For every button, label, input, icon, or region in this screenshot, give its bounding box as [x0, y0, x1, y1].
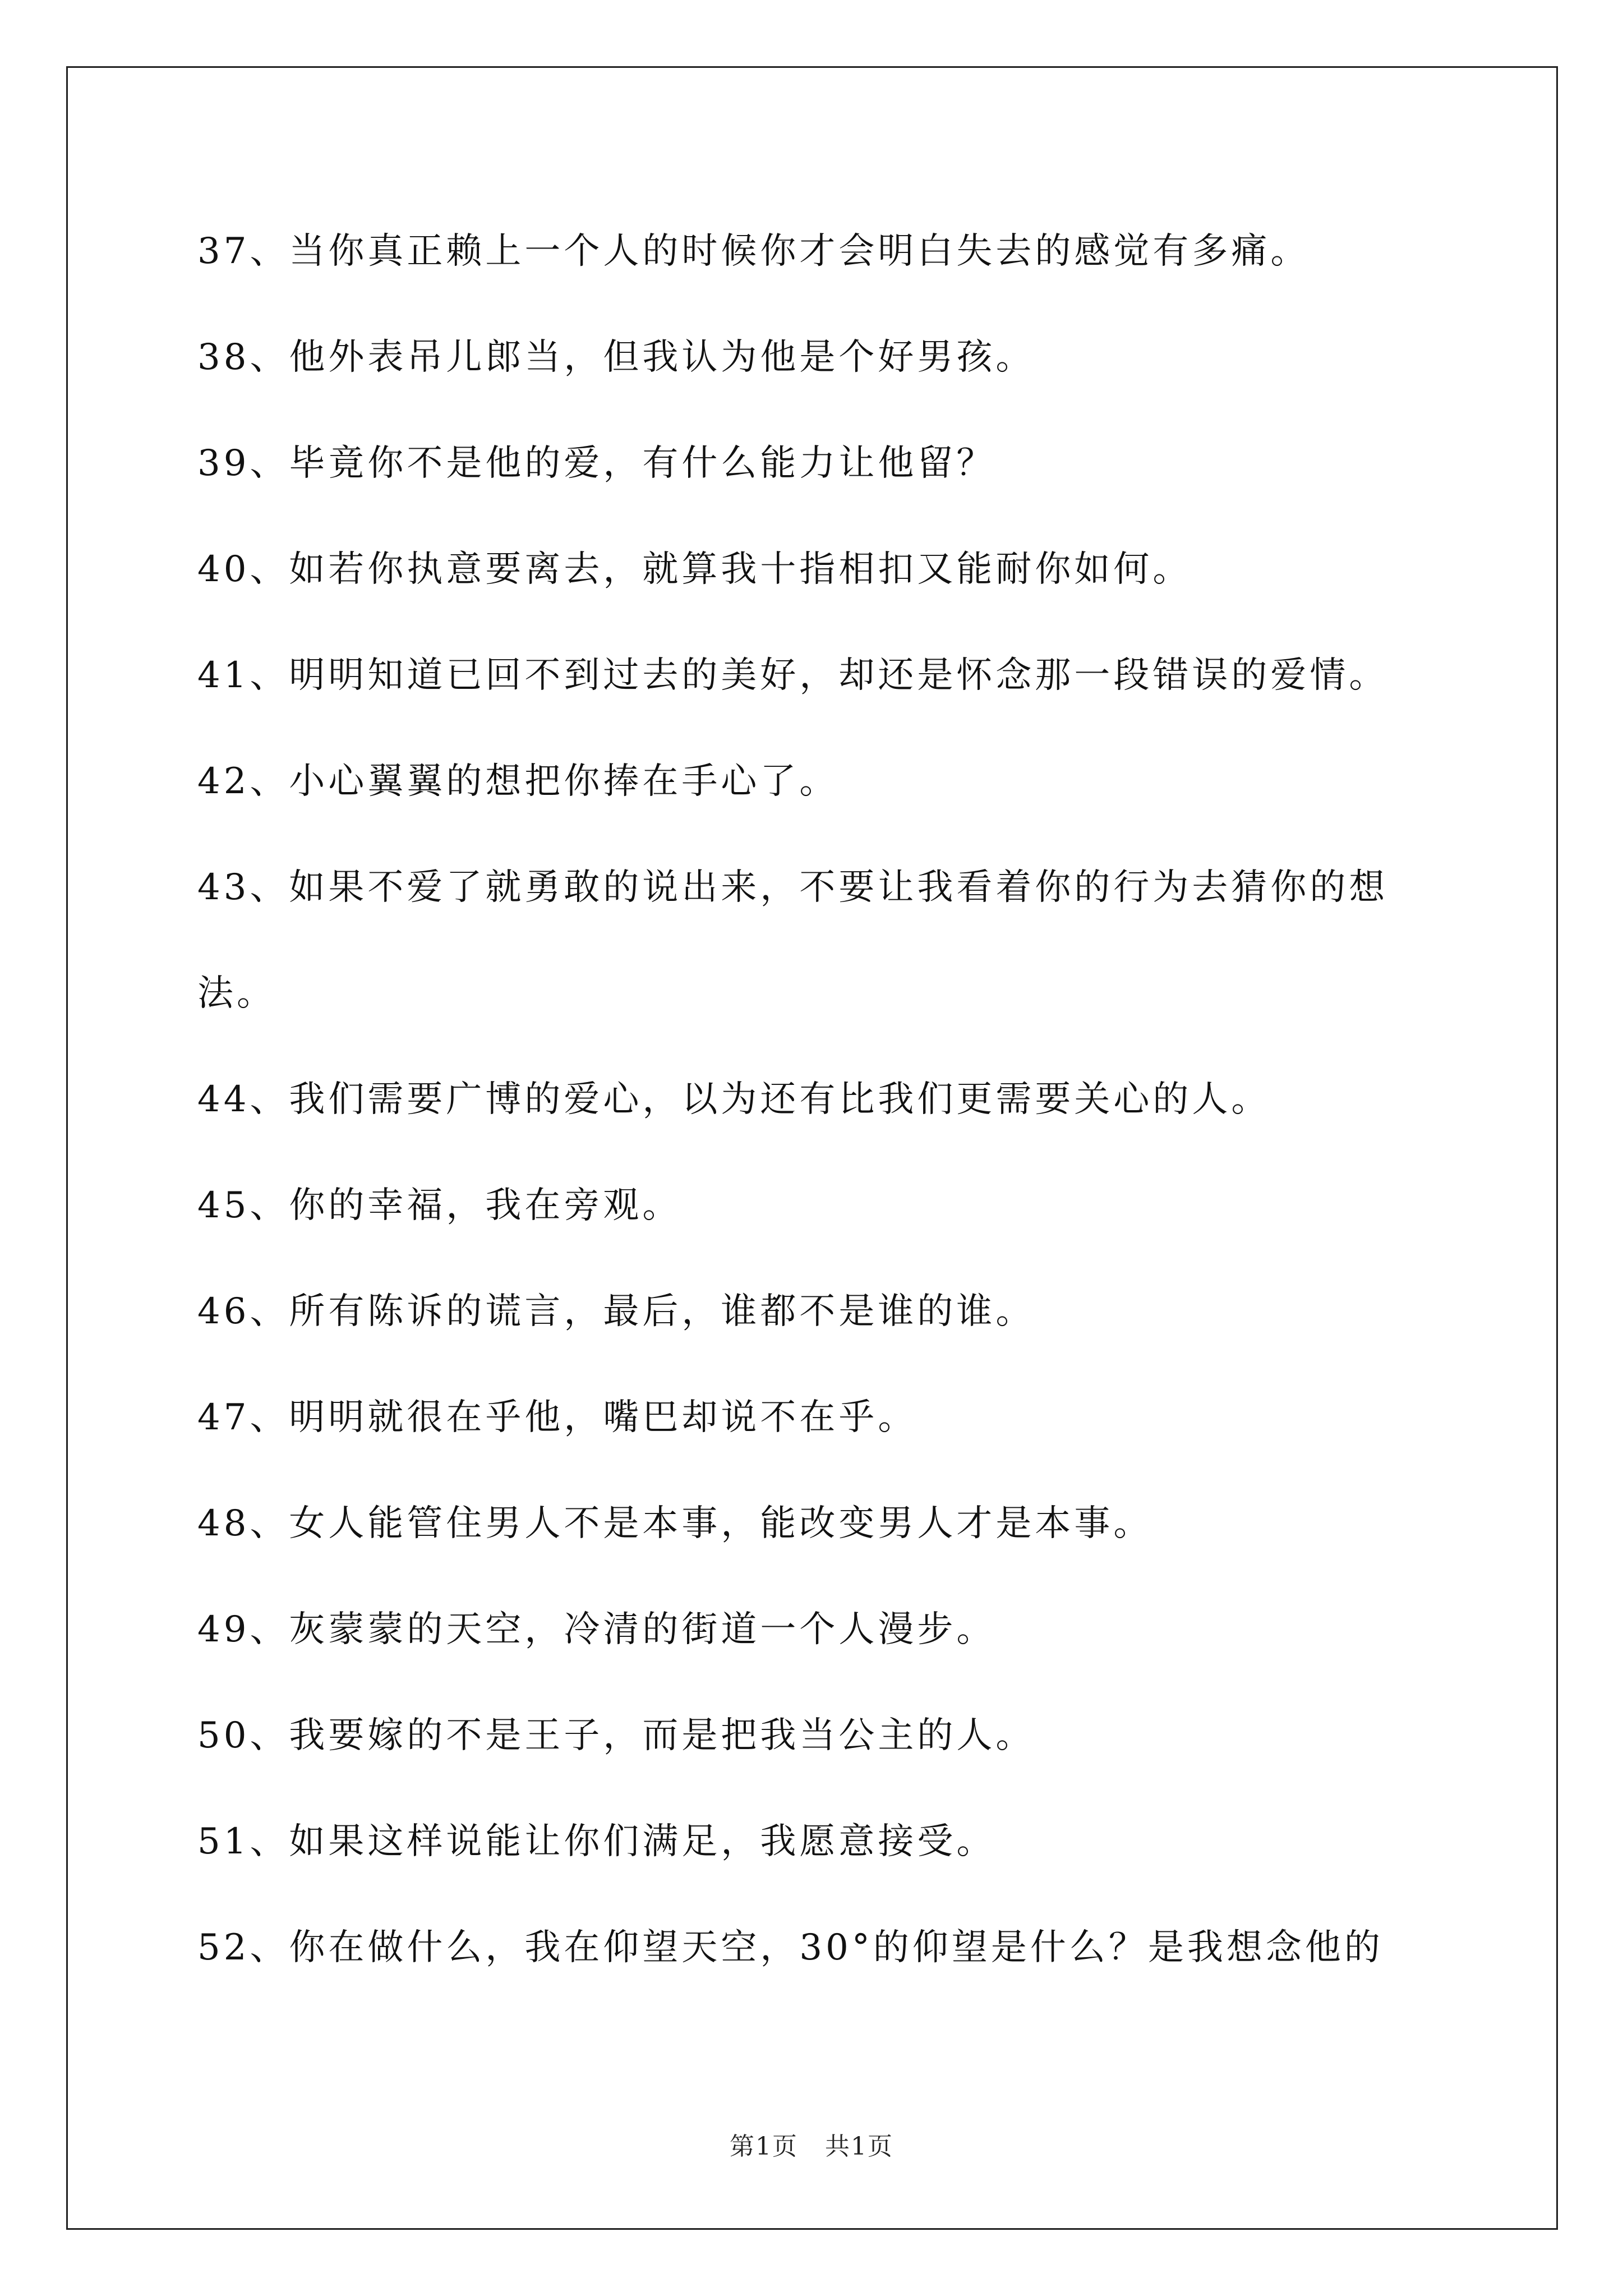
text-line: 46、所有陈诉的谎言，最后，谁都不是谁的谁。 — [197, 1291, 1035, 1332]
text-line: 45、你的幸福，我在旁观。 — [197, 1185, 682, 1226]
text-line: 38、他外表吊儿郎当，但我认为他是个好男孩。 — [197, 337, 1035, 378]
text-line: 48、女人能管住男人不是本事，能改变男人才是本事。 — [197, 1503, 1153, 1544]
text-line: 44、我们需要广博的爱心，以为还有比我们更需要关心的人。 — [197, 1079, 1271, 1120]
text-line: 40、如若你执意要离去，就算我十指相扣又能耐你如何。 — [197, 549, 1192, 590]
page-number-footer: 第1页 共1页 — [730, 2132, 893, 2161]
text-line: 41、明明知道已回不到过去的美好，却还是怀念那一段错误的爱情。 — [197, 655, 1389, 696]
text-line: 50、我要嫁的不是王子，而是把我当公主的人。 — [197, 1715, 1035, 1756]
text-line: 43、如果不爱了就勇敢的说出来，不要让我看着你的行为去猜你的想 — [197, 867, 1389, 908]
text-line: 51、如果这样说能让你们满足，我愿意接受。 — [197, 1821, 996, 1862]
document-body — [197, 218, 1465, 2020]
text-line: 法。 — [197, 973, 276, 1014]
text-line: 39、毕竟你不是他的爱，有什么能力让他留？ — [197, 443, 996, 484]
text-line: 52、你在做什么，我在仰望天空，30°的仰望是什么？是我想念他的 — [197, 1927, 1384, 1968]
text-line: 49、灰蒙蒙的天空，冷清的街道一个人漫步。 — [197, 1609, 996, 1650]
text-line: 42、小心翼翼的想把你捧在手心了。 — [197, 761, 839, 802]
text-line: 37、当你真正赖上一个人的时候你才会明白失去的感觉有多痛。 — [197, 231, 1310, 272]
text-line: 47、明明就很在乎他，嘴巴却说不在乎。 — [197, 1397, 917, 1438]
